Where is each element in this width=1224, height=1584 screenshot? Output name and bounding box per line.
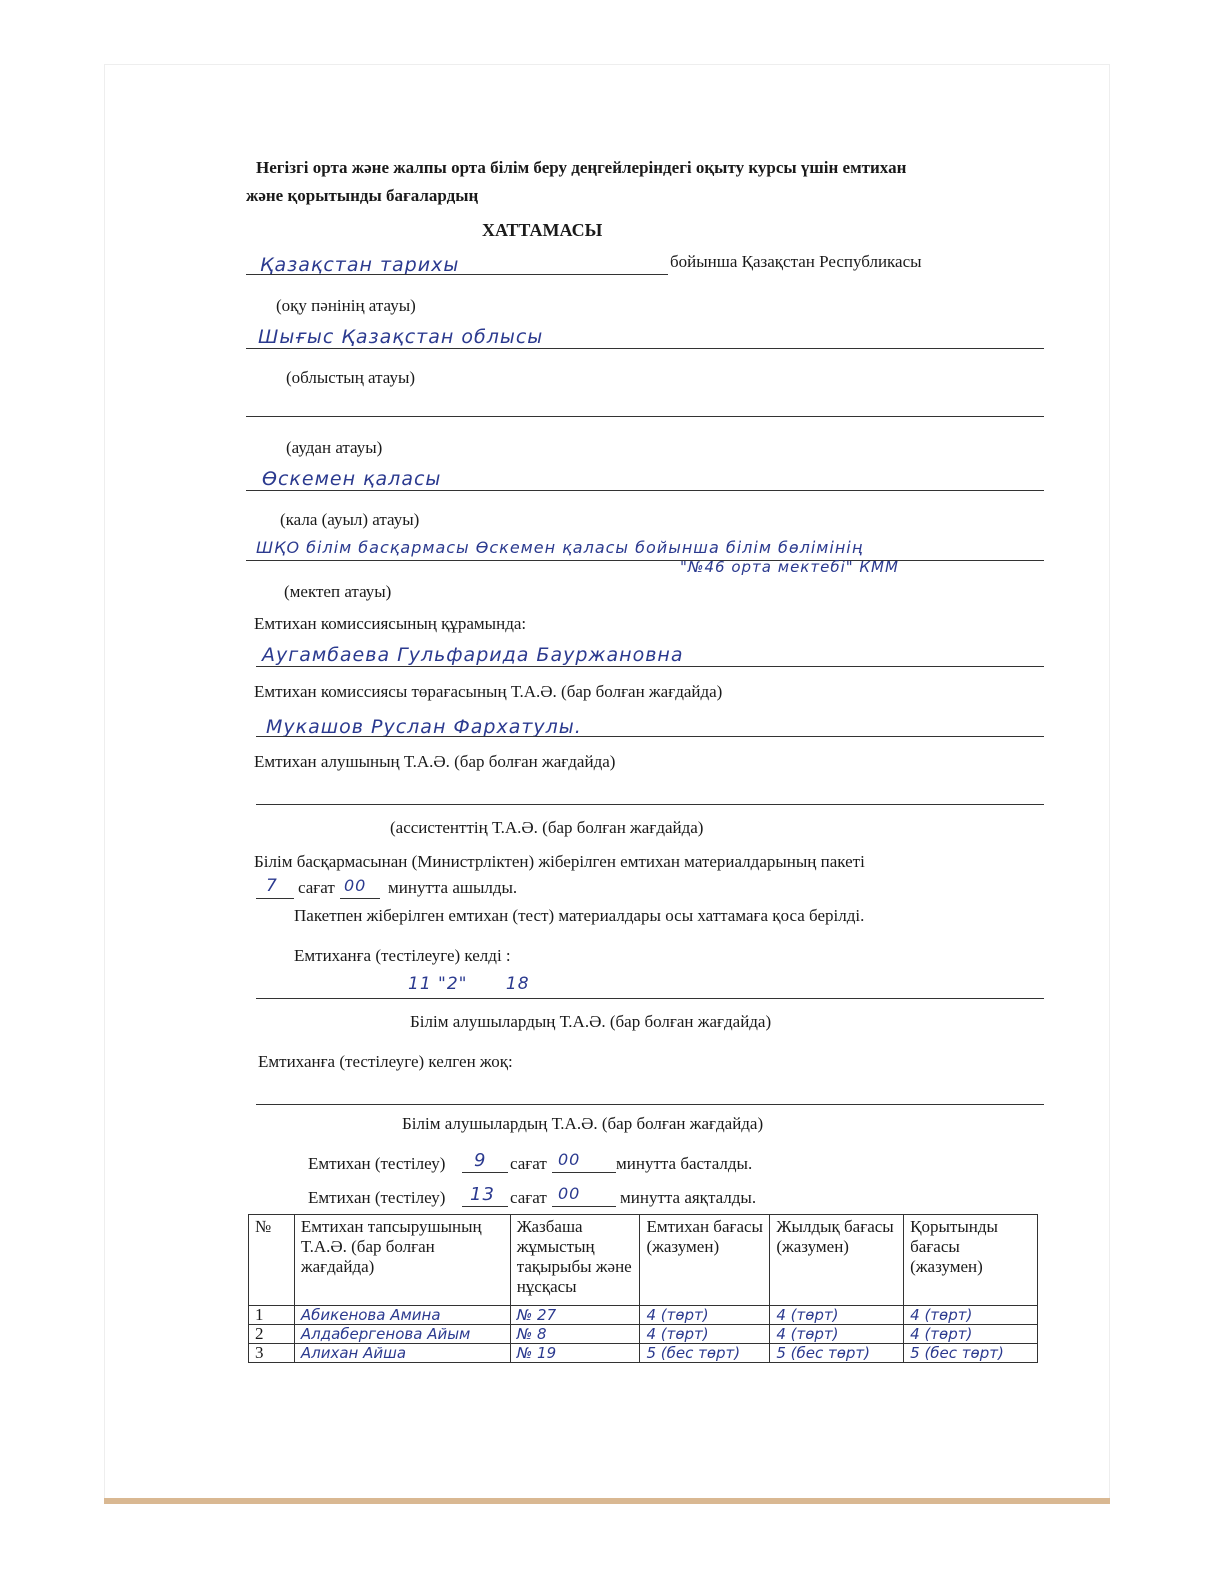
final-grade: 4 (төрт)	[904, 1325, 1038, 1344]
work-variant: № 19	[510, 1344, 640, 1363]
annual-grade: 4 (төрт)	[770, 1306, 904, 1325]
start-hour: 9	[474, 1150, 487, 1171]
package-hour: 7	[266, 876, 278, 896]
school-value-line-2: "№46 орта мектебі" КММ	[680, 558, 899, 576]
header-exam-grade: Емтихан бағасы (жазумен)	[640, 1215, 770, 1306]
package-line-1: Білім басқармасынан (Министрліктен) жіберілген емтихан материалдарының пакеті	[254, 852, 865, 871]
city-underline	[246, 490, 1044, 491]
absent-label: Емтиханға (тестілеуге) келген жоқ:	[258, 1052, 513, 1071]
table-row	[249, 1306, 1038, 1325]
paper-edge	[104, 1498, 1110, 1504]
package-attached: Пакетпен жіберілген емтихан (тест) материалдары осы хаттамаға қоса берілді.	[294, 906, 865, 925]
work-variant: № 27	[510, 1306, 640, 1325]
header-line-2: және қорытынды бағалардың	[246, 186, 479, 205]
chair-caption: Емтихан комиссиясы төрағасының Т.А.Ә. (бар болған жағдайда)	[254, 682, 723, 701]
district-underline	[246, 416, 1044, 417]
subject-value: Қазақстан тарихы	[260, 254, 460, 276]
header-student-name: Емтихан тапсырушының Т.А.Ә. (бар болған жағдайда)	[294, 1215, 510, 1306]
exam-grade: 4 (төрт)	[640, 1325, 770, 1344]
document-title: ХАТТАМАСЫ	[482, 220, 603, 240]
work-variant: № 8	[510, 1325, 640, 1344]
grades-table	[248, 1214, 1038, 1363]
students-caption-2: Білім алушылардың Т.А.Ә. (бар болған жағдайда)	[402, 1114, 764, 1133]
region-caption: (облыстың атауы)	[286, 368, 416, 387]
exam-grade: 5 (бес төрт)	[640, 1344, 770, 1363]
examiner-caption: Емтихан алушының Т.А.Ә. (бар болған жағдайда)	[254, 752, 616, 771]
arrived-underline	[256, 998, 1044, 999]
row-number: 3	[249, 1344, 295, 1363]
end-suffix: минутта аяқталды.	[620, 1188, 757, 1207]
exam-grade: 4 (төрт)	[640, 1306, 770, 1325]
district-caption: (аудан атауы)	[286, 438, 383, 457]
student-name: Абикенова Амина	[294, 1306, 510, 1325]
city-caption: (кала (ауыл) атауы)	[280, 510, 420, 529]
subject-caption: (оқу пәнінің атауы)	[276, 296, 416, 315]
city-value: Өскемен қаласы	[262, 468, 442, 490]
examiner-underline	[256, 736, 1044, 737]
header-annual-grade: Жылдық бағасы (жазумен)	[770, 1215, 904, 1306]
end-hour-underline	[462, 1206, 508, 1207]
arrived-label: Емтиханға (тестілеуге) келді :	[294, 946, 511, 965]
subject-suffix: бойынша Қазақстан Республикасы	[670, 252, 922, 271]
end-hour: 13	[470, 1184, 495, 1205]
absent-underline	[256, 1104, 1044, 1105]
school-caption: (мектеп атауы)	[284, 582, 392, 601]
row-number: 2	[249, 1325, 295, 1344]
end-minute-underline	[552, 1206, 616, 1207]
end-hour-label: сағат	[510, 1188, 547, 1207]
header-line-1: Негізгі орта және жалпы орта білім беру деңгейлеріндегі оқыту курсы үшін емтихан	[256, 158, 907, 177]
annual-grade: 4 (төрт)	[770, 1325, 904, 1344]
start-hour-label: сағат	[510, 1154, 547, 1173]
package-minute-underline	[340, 898, 380, 899]
subject-underline	[246, 274, 668, 275]
start-hour-underline	[462, 1172, 508, 1173]
start-suffix: минутта басталды.	[616, 1154, 753, 1173]
final-grade: 4 (төрт)	[904, 1306, 1038, 1325]
package-suffix: минутта ашылды.	[388, 878, 518, 897]
school-underline	[246, 560, 1044, 561]
commission-label: Емтихан комиссиясының құрамында:	[254, 614, 527, 633]
end-minute: 00	[558, 1184, 581, 1203]
header-number: №	[249, 1215, 295, 1306]
final-grade: 5 (бес төрт)	[904, 1344, 1038, 1363]
student-name: Алдабергенова Айым	[294, 1325, 510, 1344]
school-value-line-1: ШҚО білім басқармасы Өскемен қаласы бойынша білім бөлімінің	[256, 538, 864, 557]
chair-underline	[256, 666, 1044, 667]
table-row	[249, 1344, 1038, 1363]
arrived-value: 11 "2" 18	[408, 974, 530, 994]
start-minute: 00	[558, 1150, 581, 1169]
start-label: Емтихан (тестілеу)	[308, 1154, 446, 1173]
student-name: Алихан Айша	[294, 1344, 510, 1363]
package-minute: 00	[344, 876, 367, 895]
examiner-value: Мукашов Руслан Фархатулы.	[266, 716, 582, 738]
end-label: Емтихан (тестілеу)	[308, 1188, 446, 1207]
assistant-caption: (ассистенттің Т.А.Ә. (бар болған жағдайда)	[390, 818, 704, 837]
start-minute-underline	[552, 1172, 616, 1173]
package-hour-underline	[256, 898, 294, 899]
students-caption-1: Білім алушылардың Т.А.Ә. (бар болған жағдайда)	[410, 1012, 772, 1031]
table-header-row	[249, 1215, 1038, 1306]
header-written-work-topic: Жазбаша жұмыстың тақырыбы және нұсқасы	[510, 1215, 640, 1306]
assistant-underline	[256, 804, 1044, 805]
header-final-grade: Қорытынды бағасы (жазумен)	[904, 1215, 1038, 1306]
annual-grade: 5 (бес төрт)	[770, 1344, 904, 1363]
table-row	[249, 1325, 1038, 1344]
package-hour-label: сағат	[298, 878, 335, 897]
region-underline	[246, 348, 1044, 349]
chair-value: Аугамбаева Гульфарида Бауржановна	[262, 644, 684, 666]
region-value: Шығыс Қазақстан облысы	[258, 326, 544, 348]
row-number: 1	[249, 1306, 295, 1325]
